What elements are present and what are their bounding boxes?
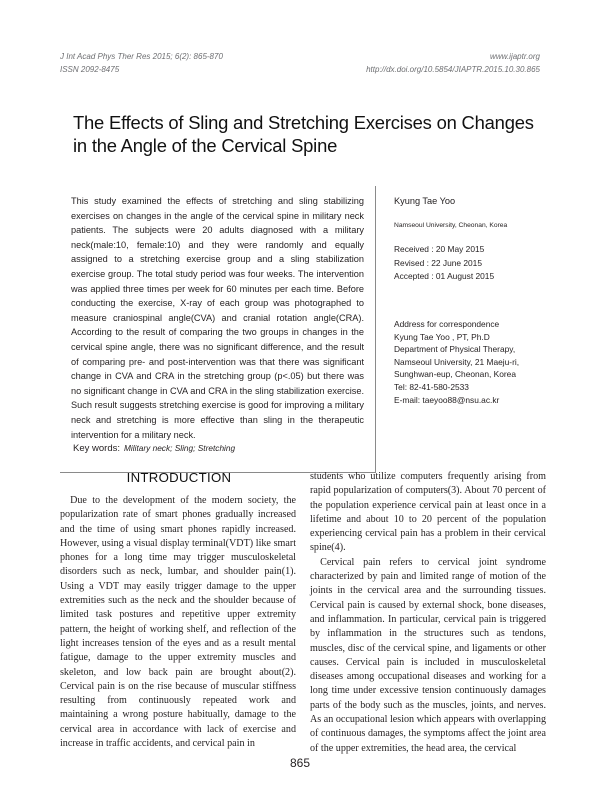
keywords-label: Key words: (73, 443, 120, 454)
body-column-right (310, 470, 546, 756)
intro-paragraph-1-continued: students who utilize computers frequently arising from rapid popularization of computers(3). About 70 percent of the population experience cervical pain at least once in a lifetime and about 10 to 20 percent of the population experiencing cervical pain has a problem in their cervical spine(4). (310, 471, 546, 554)
introduction-heading: INTRODUCTION (126, 470, 232, 485)
article-dates (394, 243, 494, 284)
correspondence-department: Department of Physical Therapy, (394, 344, 516, 355)
article-title: The Effects of Sling and Stretching Exercises on Changes in the Angle of the Cervical Spine (73, 112, 534, 156)
correspondence-email[interactable]: E-mail: taeyoo88@nsu.ac.kr (394, 394, 500, 405)
correspondence-phone: Tel: 82-41-580-2533 (394, 381, 469, 392)
author-name: Kyung Tae Yoo (394, 196, 456, 206)
correspondence-name: Kyung Tae Yoo , PT, Ph.D (394, 331, 490, 342)
received-date: Received : 20 May 2015 (394, 244, 485, 254)
journal-header-right (366, 50, 540, 76)
correspondence-university: Namseoul University, 21 Maeju-ri, (394, 356, 520, 367)
journal-issn: ISSN 2092-8475 (60, 65, 120, 74)
author-affiliation: Namseoul University, Cheonan, Korea (394, 222, 508, 229)
revised-date: Revised : 22 June 2015 (394, 257, 482, 268)
article-doi[interactable]: http://dx.doi.org/10.5854/JIAPTR.2015.10.30.865 (366, 65, 540, 74)
correspondence-heading: Address for correspondence (394, 319, 500, 329)
page-number: 865 (289, 756, 311, 770)
journal-citation: J Int Acad Phys Ther Res 2015; 6(2): 865-870 (60, 52, 223, 61)
abstract-text: This study examined the effects of stretching and sling stabilizing exercises on changes in the angle of the cervical spine in military neck patients. The subjects were 20 adults diagnosed with a military neck(male:10, female:10) and they were randomly and equally assigned to a stretching exercise group and a sling stabilization exercise group. The total study period was four weeks. The intervention was applied three times per week for 60 minutes per each time. Before conducting the exercise, X-ray of each group was photographed to measure craniospinal angle(CVA) and cranial rotation angle(CRA). According to the result of comparing the two groups in changes in the cervical spine angle, there was no significant difference, and the result of comparing pre- and post-intervention was that there was significant change in CVA and CRA in the stretching group (p<.05) but there was no significant change in CVA and CRA in the sling stabilization exercise. Such result suggests stretching exercise is good for improving a military neck and stretching is more effective than sling in the therapeutic intervention for a military neck. (71, 196, 364, 440)
journal-website[interactable]: www.ijaptr.org (490, 52, 540, 61)
correspondence-block (394, 318, 544, 406)
keywords-values: Military neck; Sling; Stretching (124, 443, 236, 453)
accepted-date: Accepted : 01 August 2015 (394, 271, 495, 281)
journal-header-left (60, 50, 223, 76)
intro-paragraph-2: Cervical pain refers to cervical joint syndrome characterized by pain and limited range of motion of the joints in the cervical area and the surrounding tissues. Cervical pain is caused by external shock, bone diseases, and inflammation. In particular, cervical pain is triggered by inflammation in the structures such as tendons, muscles, disc of the cervical spine, and ligaments or other causes. Cervical pain is included in musculoskeletal diseases among occupational diseases and working for a long time under excessive tension continuously damages parts of the body such as the muscles, joints, and nerves. As an occupational lesion which appears with overlapping of continuous damages, the symptoms affect the joint area of the upper extremities, the head area, the cervical (310, 556, 546, 754)
correspondence-address: Sunghwan-eup, Cheonan, Korea (394, 369, 516, 380)
body-column-left (60, 494, 296, 751)
intro-paragraph-1: Due to the development of the modern society, the popularization rate of smart phones gradually increased and the time of using smart phones rapidly increased. However, using a visual display terminal(VDT) like smart phones for a long time may trigger musculoskeletal disorders such as neck, lumbar, and shoulder pain(1). Using a VDT may easily trigger damage to the upper extremities such as the neck and the shoulder because of limited task postures and repetitive upper extremity pattern, the height of working shelf, and reflection of the light increases tension of the eyes and as a result mental fatigue, damage to the upper extremity muscles and skeleton, and low back pain are brought about(2). Cervical pain is on the rise because of muscular stiffness resulting from continuously repeated work and maintaining a wrong posture habitually, damage to the cervical area in accordance with lack of exercise and increase in traffic accidents, and cervical pain in (60, 495, 296, 750)
keywords (73, 443, 235, 454)
